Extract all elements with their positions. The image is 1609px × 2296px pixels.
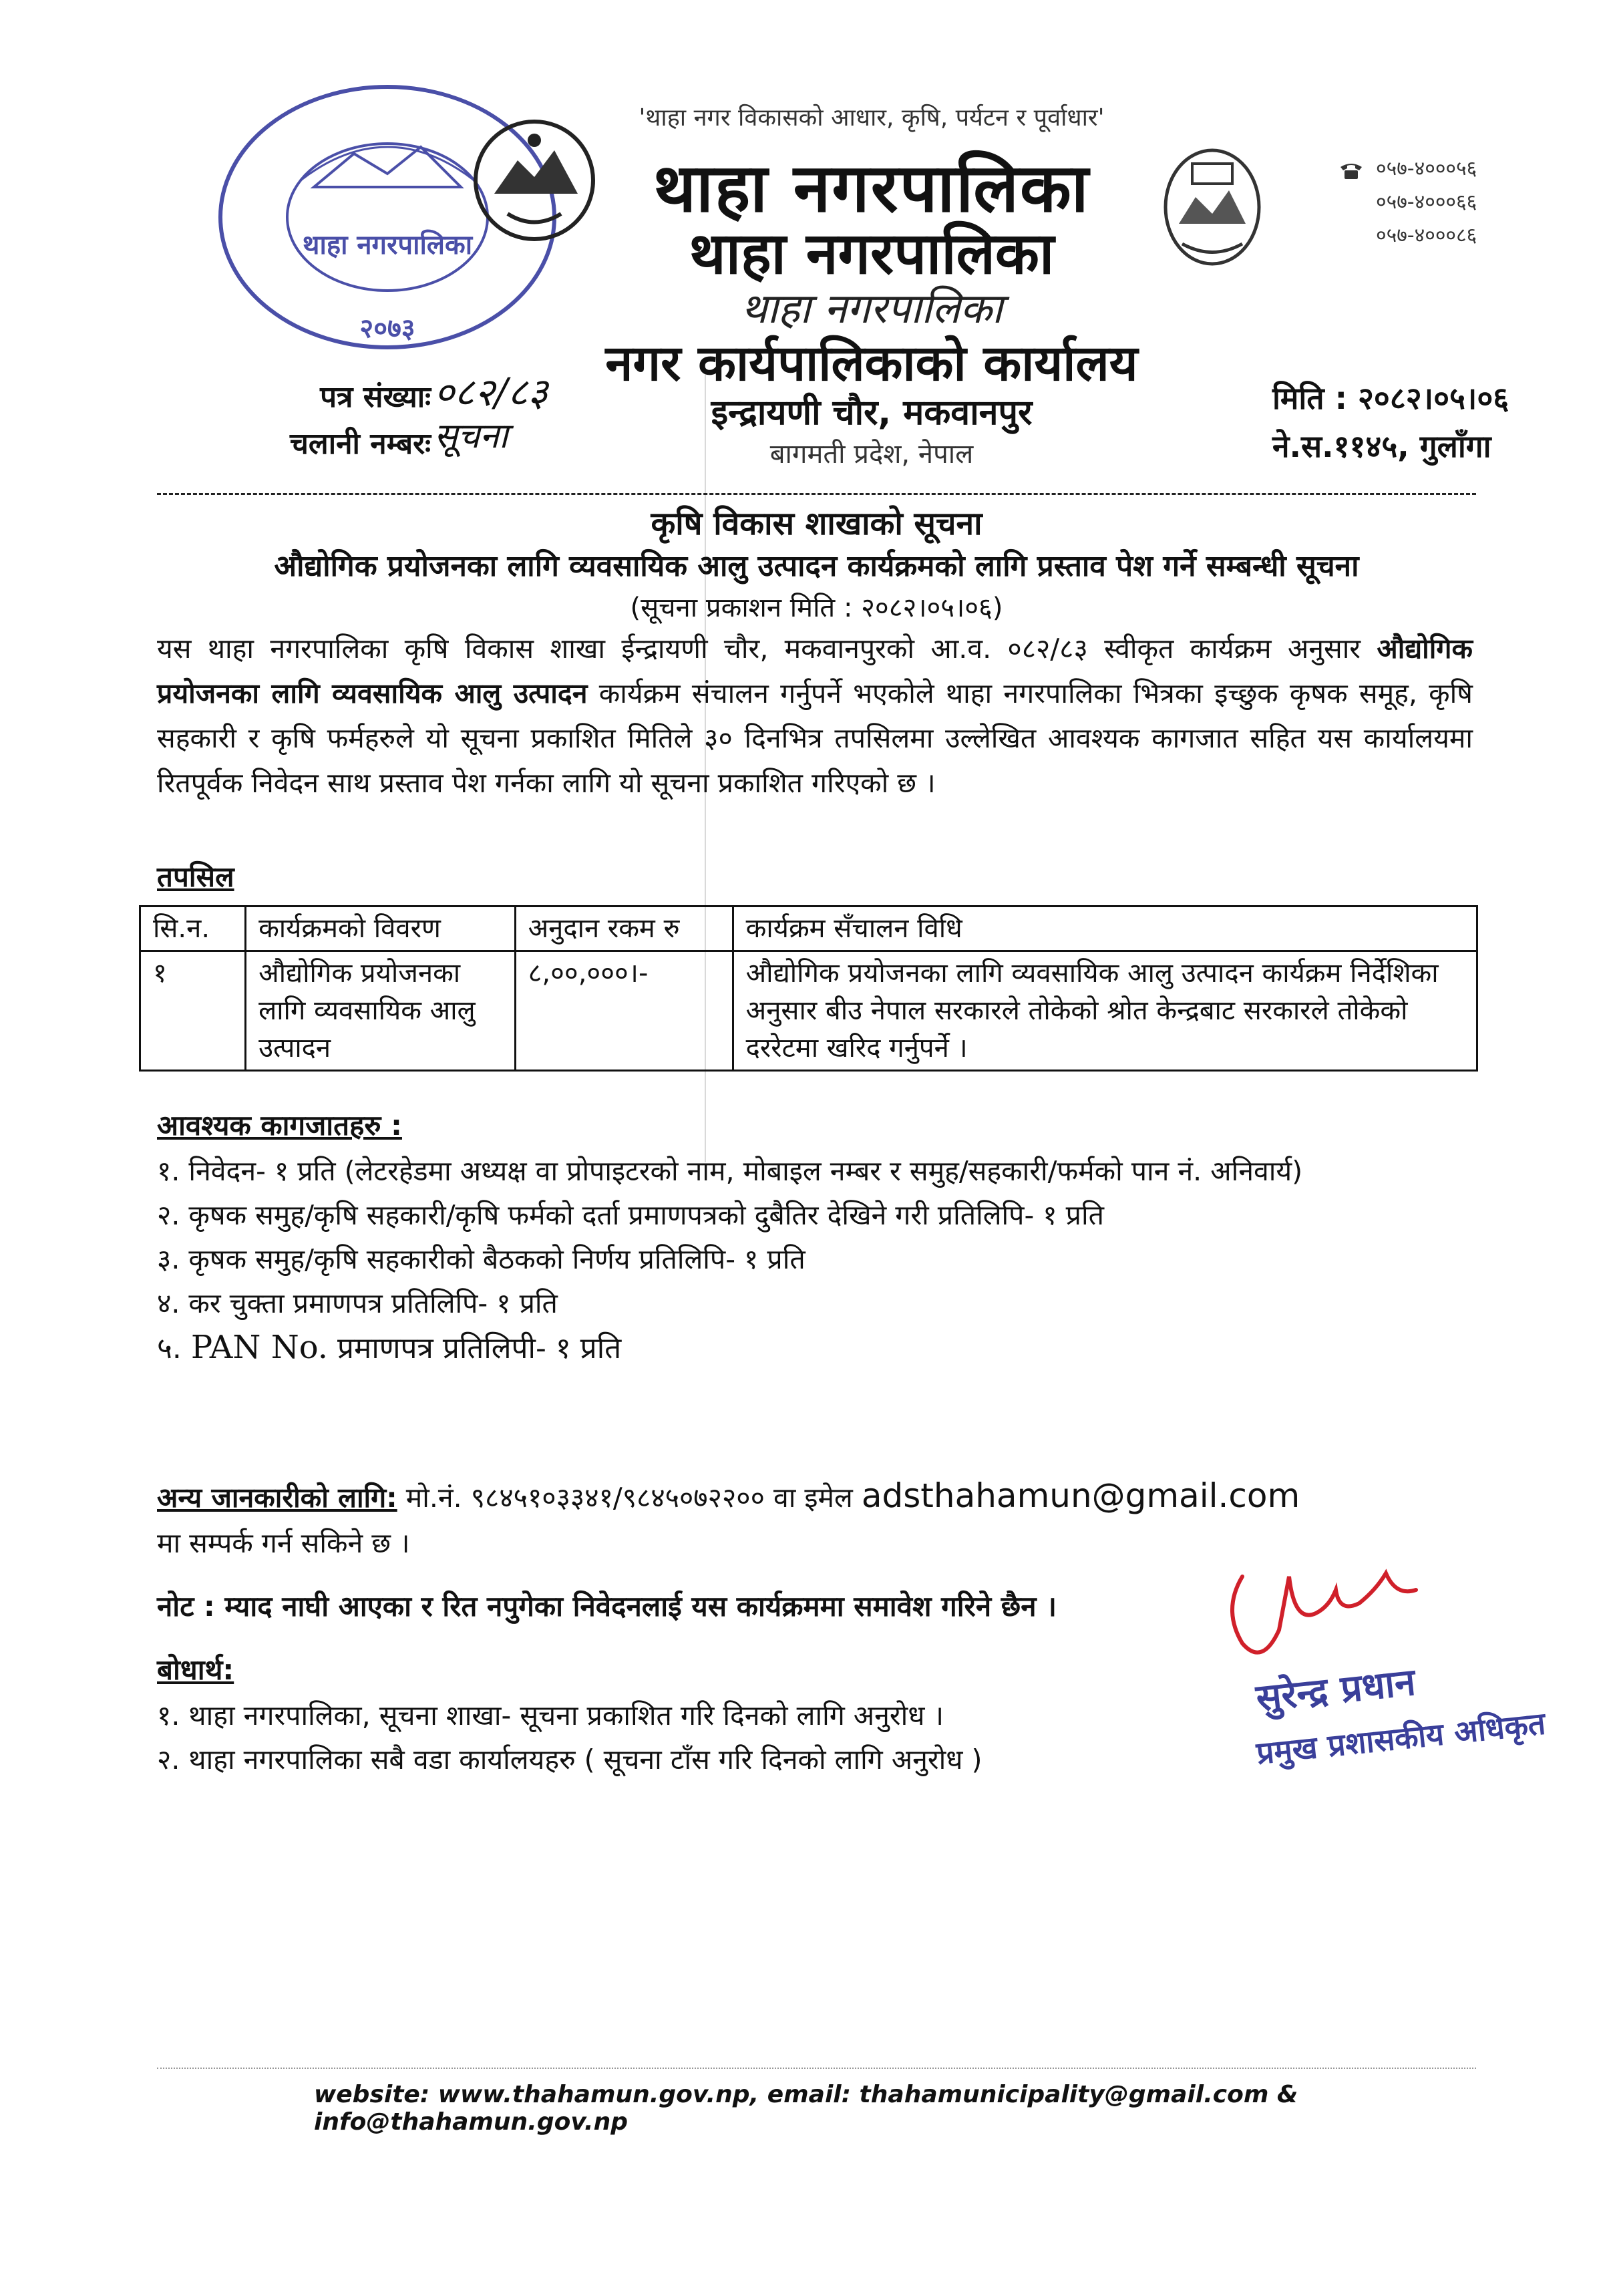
header-divider — [157, 493, 1476, 496]
footer-contact: website: www.thahamun.gov.np, email: thahamunicipality@gmail.com & info@thahamun.gov.np — [314, 2081, 1298, 2136]
col-header-program: कार्यक्रमको विवरण — [246, 907, 516, 951]
para-text: यस थाहा नगरपालिका कृषि विकास शाखा ईन्द्रायणी चौर, मकवानपुरको आ.व. ०८२/८३ स्वीकृत कार्यक्रम अनुसार — [157, 633, 1377, 665]
letter-no-label: पत्र संख्याः — [320, 380, 431, 414]
list-item — [157, 1325, 1476, 1371]
contact-email: adsthahamun@gmail.com — [861, 1476, 1300, 1515]
pan-label: PAN No. — [190, 1329, 328, 1366]
svg-text:२०७३: २०७३ — [359, 313, 415, 344]
svg-text:थाहा नगरपालिका: थाहा नगरपालिका — [302, 230, 473, 261]
org-name-newa: थाहा नगरपालिका — [689, 220, 1055, 287]
cell-amount: ८,००,०००।- — [515, 951, 733, 1071]
nepal-sambat-line: ने.स.११४५, गुलाँगा — [1272, 428, 1491, 464]
contact-suffix: मा सम्पर्क गर्न सकिने छ । — [157, 1527, 410, 1559]
para-text: कार्यक्रम संचालन गर्नुपर्ने भएकोले थाहा नगरपालिका भित्रका इच्छुक कृषक समूह, कृषि सहकारी र कृषि फर्महरुले यो सूचना प्रकाशित मितिले ३० दिनभित्र तपसिलमा उल्लेखित आवश्यक कागजात सहित यस कार्यालयमा रितपूर्वक निवेदन साथ प्रस्ताव पेश गर्नका लागि यो सूचना प्रकाशित गरिएको छ । — [157, 677, 1473, 799]
list-item: ३. कृषक समुह/कृषि सहकारीको बैठकको निर्णय प्रतिलिपि- १ प्रति — [157, 1243, 806, 1275]
documents-list — [157, 1149, 1476, 1371]
documents-title: आवश्यक कागजातहरु : — [157, 1109, 402, 1142]
publish-date: (सूचना प्रकाशन मिति : २०८२।०५।०६) — [630, 593, 1003, 623]
slogan: 'थाहा नगर विकासको आधार, कृषि, पर्यटन र पूर्वाधार' — [639, 104, 1105, 132]
col-header-sn: सि.न. — [140, 907, 246, 951]
para-program-name: औद्योगिक प्रयोजनका लागि व्यवसायिक आलु उत्पादन — [157, 633, 1473, 709]
phone-number: ०५७-४०००८६ — [1376, 224, 1477, 247]
notice-paragraph — [157, 627, 1473, 806]
letter-no-value: ०८२/८३ — [434, 369, 548, 415]
list-item: ४. कर चुक्ता प्रमाणपत्र प्रतिलिपि- १ प्रति — [157, 1287, 558, 1319]
list-item: २. कृषक समुह/कृषि सहकारी/कृषि फर्मको दर्ता प्रमाणपत्रको दुबैतिर देखिने गरी प्रतिलिपि- १ प्रति — [157, 1199, 1104, 1231]
address-line-1: इन्द्रायणी चौर, मकवानपुर — [711, 393, 1033, 433]
list-item: १. थाहा नगरपालिका, सूचना शाखा- सूचना प्रकाशित गरि दिनको लागि अनुरोध । — [157, 1699, 944, 1732]
cell-method: औद्योगिक प्रयोजनका लागि व्यवसायिक आलु उत्पादन कार्यक्रम निर्देशिका अनुसार बीउ नेपाल सरकारले तोकेको श्रोत केन्द्रबाट सरकारले तोकेको दररेटमा खरिद गर्नुपर्ने । — [733, 951, 1477, 1071]
table-header-row — [140, 907, 1477, 951]
dispatch-no-value: सूचना — [434, 416, 508, 456]
list-item: २. थाहा नगरपालिका सबै वडा कार्यालयहरु ( सूचना टाँस गरि दिनको लागि अनुरोध ) — [157, 1744, 982, 1776]
org-name-ranjana: थाहा नगरपालिका — [740, 284, 1003, 333]
department-title: कृषि विकास शाखाको सूचना — [651, 505, 982, 542]
reference-labels — [287, 374, 431, 468]
schedule-table — [139, 905, 1478, 1072]
footer-divider — [157, 2068, 1476, 2069]
col-header-amount: अनुदान रकम रु — [515, 907, 733, 951]
note: नोट : म्याद नाघी आएका र रित नपुगेका निवेदनलाई यस कार्यक्रममा समावेश गरिने छैन । — [157, 1590, 1057, 1623]
signatory-title: प्रमुख प्रशासकीय अधिकृत — [1254, 1705, 1548, 1772]
contact-phones: मो.नं. ९८४५१०३३४१/९८४५०७२२०० वा इमेल — [397, 1482, 862, 1514]
col-header-method: कार्यक्रम सँचालन विधि — [733, 907, 1477, 951]
item-number: ५. — [157, 1331, 182, 1365]
contact-label: अन्य जानकारीको लागि: — [157, 1482, 397, 1514]
cell-program: औद्योगिक प्रयोजनका लागि व्यवसायिक आलु उत्पादन — [246, 951, 516, 1071]
signatory-name: सुरेन्द्र प्रधान — [1254, 1660, 1418, 1721]
dispatch-no-label: चलानी नम्बरः — [289, 427, 431, 461]
table-row — [140, 951, 1477, 1071]
notice-subject: औद्योगिक प्रयोजनका लागि व्यवसायिक आलु उत्पादन कार्यक्रमको लागि प्रस्ताव पेश गर्ने सम्बन्धी सूचना — [274, 549, 1359, 583]
phone-number: ०५७-४०००६६ — [1376, 190, 1477, 214]
org-name-devanagari: थाहा नगरपालिका — [653, 149, 1090, 227]
telephone-icon — [1339, 160, 1363, 180]
info-to-list — [157, 1693, 1226, 1782]
nepal-emblem-icon — [468, 114, 601, 247]
schedule-title: तपसिल — [157, 860, 234, 893]
info-to-title: बोधार्थ: — [157, 1653, 234, 1686]
municipality-logo-icon — [1155, 137, 1269, 271]
list-item: १. निवेदन- १ प्रति (लेटरहेडमा अध्यक्ष वा प्रोपाइटरको नाम, मोबाइल नम्बर र समुह/सहकारी/फर्मको पान नं. अनिवार्य) — [157, 1155, 1303, 1187]
address-line-2: बागमती प्रदेश, नेपाल — [769, 439, 974, 470]
item-text: प्रमाणपत्र प्रतिलिपी- १ प्रति — [337, 1331, 622, 1365]
cell-sn: १ — [140, 951, 246, 1071]
phone-numbers — [1376, 152, 1477, 253]
office-name: नगर कार्यपालिकाको कार्यालय — [605, 335, 1138, 392]
date-block — [1272, 374, 1509, 470]
date-line: मिति : २०८२।०५।०६ — [1272, 380, 1509, 416]
phone-number: ०५७-४०००५६ — [1376, 157, 1477, 180]
